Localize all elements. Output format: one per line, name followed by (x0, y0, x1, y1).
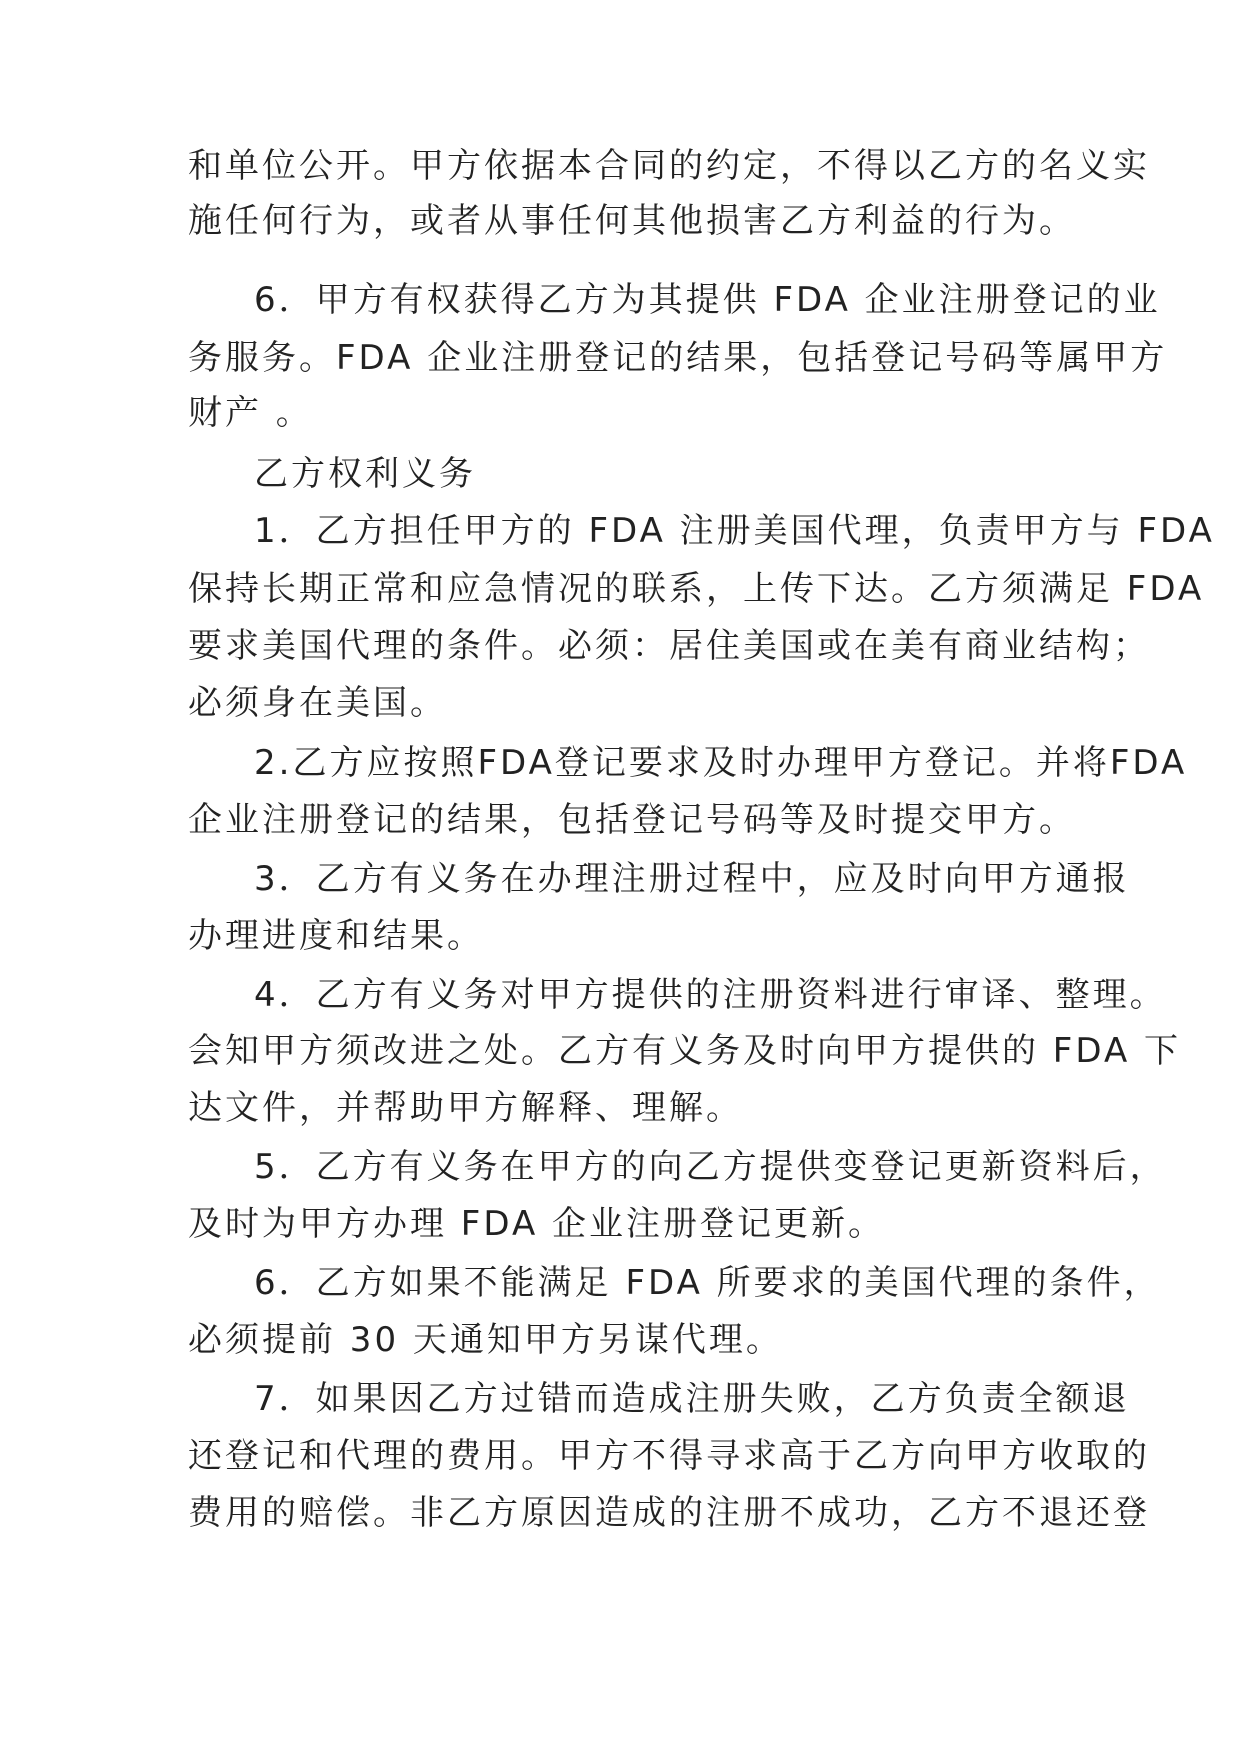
text-line: 3．乙方有义务在办理注册过程中，应及时向甲方通报 (254, 859, 1130, 899)
text-line: 4．乙方有义务对甲方提供的注册资料进行审译、整理。 (254, 975, 1167, 1015)
text-line: 达文件，并帮助甲方解释、理解。 (188, 1088, 743, 1128)
text-line: 保持长期正常和应急情况的联系，上传下达。乙方须满足 FDA (188, 569, 1205, 609)
text-line: 必须身在美国。 (188, 683, 447, 723)
text-line: 7．如果因乙方过错而造成注册失败，乙方负责全额退 (254, 1379, 1130, 1419)
text-line: 6．甲方有权获得乙方为其提供 FDA 企业注册登记的业 (254, 280, 1161, 320)
text-line: 企业注册登记的结果，包括登记号码等及时提交甲方。 (188, 800, 1076, 840)
text-line: 及时为甲方办理 FDA 企业注册登记更新。 (188, 1204, 886, 1244)
text-line: 和单位公开。甲方依据本合同的约定，不得以乙方的名义实 (188, 146, 1150, 186)
text-line: 2.乙方应按照FDA登记要求及时办理甲方登记。并将FDA (254, 743, 1188, 783)
text-line: 办理进度和结果。 (188, 916, 484, 956)
text-line: 会知甲方须改进之处。乙方有义务及时向甲方提供的 FDA 下 (188, 1031, 1182, 1071)
text-line: 费用的赔偿。非乙方原因造成的注册不成功，乙方不退还登 (188, 1493, 1150, 1533)
text-line: 必须提前 30 天通知甲方另谋代理。 (188, 1320, 783, 1360)
text-line: 要求美国代理的条件。必须：居住美国或在美有商业结构； (188, 626, 1150, 666)
text-line: 务服务。FDA 企业注册登记的结果，包括登记号码等属甲方 (188, 338, 1168, 378)
section-heading: 乙方权利义务 (254, 454, 476, 494)
text-line: 财产 。 (188, 393, 313, 433)
text-line: 5．乙方有义务在甲方的向乙方提供变登记更新资料后， (254, 1147, 1167, 1187)
text-line: 还登记和代理的费用。甲方不得寻求高于乙方向甲方收取的 (188, 1436, 1150, 1476)
text-line: 施任何行为，或者从事任何其他损害乙方利益的行为。 (188, 201, 1076, 241)
text-line: 1．乙方担任甲方的 FDA 注册美国代理，负责甲方与 FDA (254, 511, 1215, 551)
text-line: 6．乙方如果不能满足 FDA 所要求的美国代理的条件， (254, 1263, 1161, 1303)
